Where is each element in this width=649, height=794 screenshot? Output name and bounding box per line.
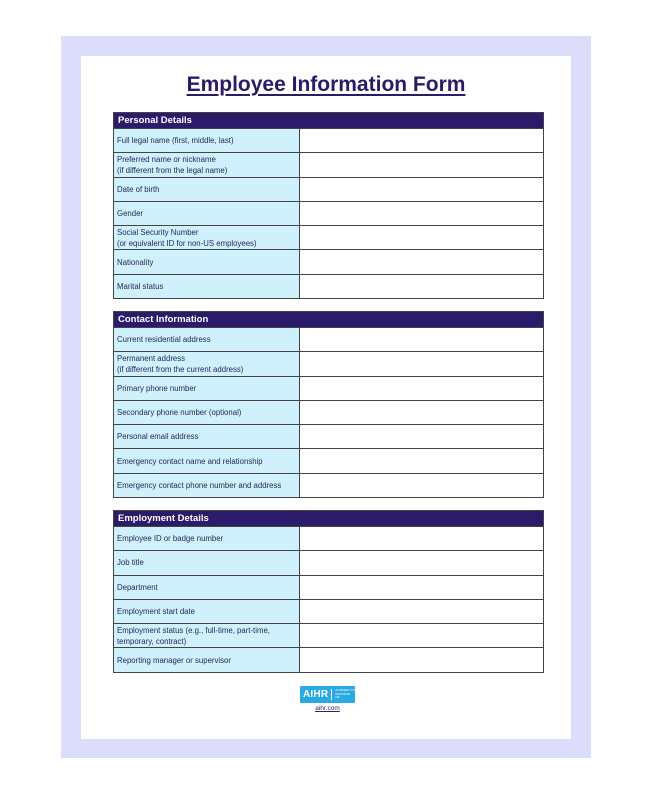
section-heading: Personal Details bbox=[114, 113, 543, 128]
form-row bbox=[114, 424, 543, 448]
field-label bbox=[114, 129, 300, 152]
field-label bbox=[114, 449, 300, 472]
form-row bbox=[114, 225, 543, 249]
field-label-line: Gender bbox=[117, 209, 144, 219]
form-row bbox=[114, 128, 543, 152]
field-value-input[interactable] bbox=[300, 449, 543, 472]
logo-text: AIHR bbox=[303, 689, 329, 700]
form-row bbox=[114, 177, 543, 201]
field-label-line: Department bbox=[117, 582, 158, 592]
field-value-input[interactable] bbox=[300, 648, 543, 671]
field-label bbox=[114, 648, 300, 671]
field-label bbox=[114, 425, 300, 448]
form-row bbox=[114, 575, 543, 599]
field-label bbox=[114, 551, 300, 574]
aihr-logo bbox=[300, 686, 355, 703]
page-title: Employee Information Form bbox=[186, 73, 466, 96]
field-value-input[interactable] bbox=[300, 624, 543, 647]
field-label-line: Emergency contact name and relationship bbox=[117, 456, 263, 466]
field-value-input[interactable] bbox=[300, 551, 543, 574]
form-row bbox=[114, 274, 543, 298]
field-label-line: Marital status bbox=[117, 281, 164, 291]
field-value-input[interactable] bbox=[300, 425, 543, 448]
field-label bbox=[114, 226, 300, 249]
form-row bbox=[114, 599, 543, 623]
field-value-input[interactable] bbox=[300, 527, 543, 550]
field-value-input[interactable] bbox=[300, 226, 543, 249]
section-heading: Contact Information bbox=[114, 312, 543, 327]
field-label-line: Current residential address bbox=[117, 335, 211, 345]
field-label-line: Social Security Number bbox=[117, 227, 199, 237]
field-value-input[interactable] bbox=[300, 352, 543, 375]
section-contact-information bbox=[113, 311, 544, 498]
form-row bbox=[114, 623, 543, 647]
logo-divider bbox=[331, 689, 332, 700]
field-value-input[interactable] bbox=[300, 178, 543, 201]
field-label-line: Emergency contact phone number and address bbox=[117, 480, 282, 490]
form-row bbox=[114, 400, 543, 424]
field-label-line: Reporting manager or supervisor bbox=[117, 655, 231, 665]
field-label bbox=[114, 377, 300, 400]
form-row bbox=[114, 249, 543, 273]
field-label bbox=[114, 624, 300, 647]
field-label bbox=[114, 202, 300, 225]
field-label bbox=[114, 527, 300, 550]
form-row bbox=[114, 376, 543, 400]
field-label-line: Personal email address bbox=[117, 432, 199, 442]
field-value-input[interactable] bbox=[300, 576, 543, 599]
field-label bbox=[114, 275, 300, 298]
field-label bbox=[114, 600, 300, 623]
form-row bbox=[114, 448, 543, 472]
field-label-line: Full legal name (first, middle, last) bbox=[117, 136, 234, 146]
form-row bbox=[114, 647, 543, 671]
field-label-line: (or equivalent ID for non-US employees) bbox=[117, 238, 257, 248]
field-label-line: Permanent address bbox=[117, 353, 186, 363]
field-value-input[interactable] bbox=[300, 129, 543, 152]
field-label-line: Secondary phone number (optional) bbox=[117, 408, 242, 418]
field-value-input[interactable] bbox=[300, 600, 543, 623]
field-label bbox=[114, 250, 300, 273]
field-label-line: Employment start date bbox=[117, 607, 196, 617]
section-personal-details bbox=[113, 112, 544, 299]
form-row bbox=[114, 152, 543, 176]
field-label-line: Job title bbox=[117, 558, 144, 568]
field-value-input[interactable] bbox=[300, 377, 543, 400]
field-label-line: Employee ID or badge number bbox=[117, 534, 224, 544]
form-row bbox=[114, 327, 543, 351]
form-row bbox=[114, 526, 543, 550]
field-label-line: temporary, contract) bbox=[117, 636, 187, 646]
footer-link[interactable]: aihr.com bbox=[315, 705, 340, 712]
field-label bbox=[114, 153, 300, 176]
form-row bbox=[114, 473, 543, 497]
field-value-input[interactable] bbox=[300, 401, 543, 424]
field-label bbox=[114, 328, 300, 351]
field-label bbox=[114, 576, 300, 599]
field-label-line: Primary phone number bbox=[117, 383, 197, 393]
field-label bbox=[114, 474, 300, 497]
field-label-line: Date of birth bbox=[117, 184, 160, 194]
form-row bbox=[114, 201, 543, 225]
field-value-input[interactable] bbox=[300, 153, 543, 176]
field-value-input[interactable] bbox=[300, 328, 543, 351]
section-heading: Employment Details bbox=[114, 511, 543, 526]
form-row bbox=[114, 351, 543, 375]
field-label-line: (if different from the current address) bbox=[117, 364, 244, 374]
field-value-input[interactable] bbox=[300, 202, 543, 225]
form-row bbox=[114, 550, 543, 574]
field-value-input[interactable] bbox=[300, 474, 543, 497]
field-value-input[interactable] bbox=[300, 275, 543, 298]
field-label-line: Preferred name or nickname bbox=[117, 154, 216, 164]
section-employment-details bbox=[113, 510, 544, 673]
field-label-line: (if different from the legal name) bbox=[117, 165, 228, 175]
field-label-line: Employment status (e.g., full-time, part-time, bbox=[117, 625, 270, 635]
field-label bbox=[114, 401, 300, 424]
field-label bbox=[114, 352, 300, 375]
field-label-line: Nationality bbox=[117, 257, 154, 267]
field-value-input[interactable] bbox=[300, 250, 543, 273]
logo-subtext: ACADEMY TO INNOVATE HR bbox=[335, 688, 355, 700]
field-label bbox=[114, 178, 300, 201]
